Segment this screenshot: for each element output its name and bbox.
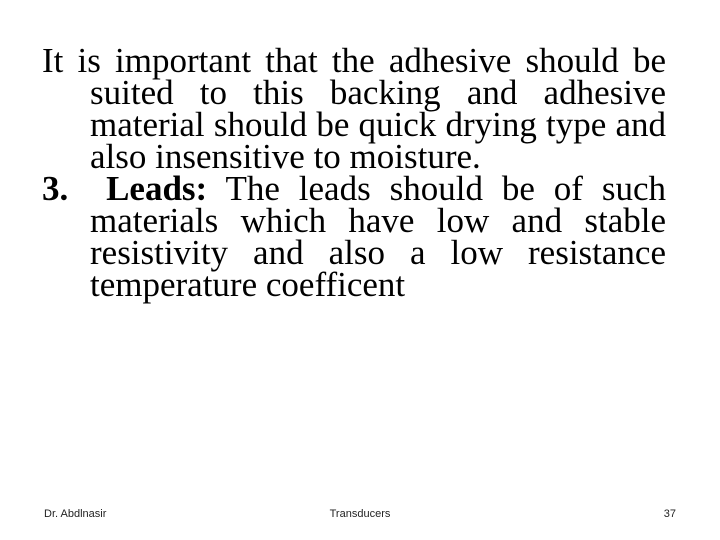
list-item-text: The leads should be of such materials which have low and stable resistivity and also a low resistance temperature coefficent bbox=[90, 169, 666, 304]
body-paragraph: It is important that the adhesive should be suited to this backing and adhesive material should be quick drying type and also insensitive to moisture. bbox=[42, 41, 666, 176]
footer-page-number: 37 bbox=[663, 508, 676, 520]
list-item-number: 3. bbox=[42, 169, 69, 208]
slide-content bbox=[42, 41, 666, 304]
footer-author: Dr. Abdlnasir bbox=[44, 508, 107, 520]
list-item-heading: Leads: bbox=[106, 169, 208, 208]
footer-topic: Transducers bbox=[329, 508, 391, 520]
list-item-3 bbox=[42, 169, 666, 304]
